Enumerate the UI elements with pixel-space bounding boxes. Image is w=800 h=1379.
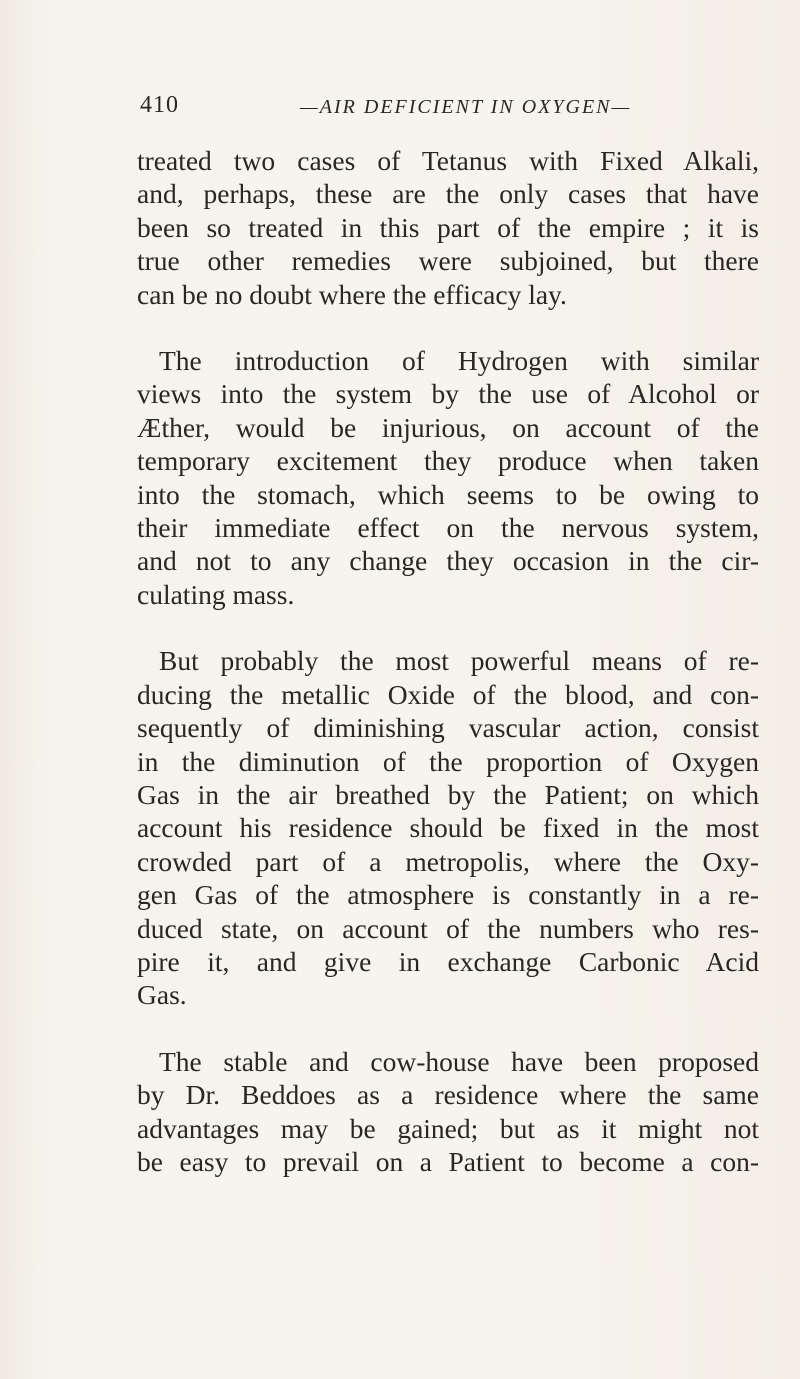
paragraph-2: [137, 344, 759, 611]
body-text: [137, 144, 759, 1211]
text-line: by Dr. Beddoes as a residence where the same: [137, 1079, 759, 1111]
paragraph-1: [137, 144, 759, 311]
text-line: But probably the most powerful means of re-: [159, 645, 759, 677]
text-line: in the diminution of the proportion of Oxygen: [137, 745, 759, 777]
text-line: Gas in the air breathed by the Patient; on which: [137, 778, 759, 810]
text-line: crowded part of a metropolis, where the Oxy-: [137, 845, 759, 877]
text-line: Æther, would be injurious, on account of the: [137, 411, 759, 443]
text-line: true other remedies were subjoined, but there: [137, 245, 759, 277]
text-line: ducing the metallic Oxide of the blood, and con-: [137, 678, 759, 710]
text-line: views into the system by the use of Alcohol or: [137, 378, 759, 410]
text-line: gen Gas of the atmosphere is constantly in a re-: [137, 879, 759, 911]
running-head: —AIR DEFICIENT IN OXYGEN—: [300, 96, 632, 118]
text-line: temporary excitement they produce when taken: [137, 445, 759, 477]
text-line: sequently of diminishing vascular action, consist: [137, 712, 759, 744]
text-line: account his residence should be fixed in the most: [137, 812, 759, 844]
text-line: into the stomach, which seems to be owing to: [137, 478, 759, 510]
text-line: pire it, and give in exchange Carbonic Acid: [137, 945, 759, 977]
text-line: duced state, on account of the numbers who res-: [137, 912, 759, 944]
text-line: be easy to prevail on a Patient to become a con-: [137, 1145, 759, 1177]
text-line: Gas.: [137, 979, 187, 1011]
text-line: and, perhaps, these are the only cases that have: [137, 178, 759, 210]
text-line: can be no doubt where the efficacy lay.: [137, 278, 567, 310]
paragraph-4: [137, 1045, 759, 1179]
page-number: 410: [140, 92, 179, 118]
text-line: advantages may be gained; but as it might not: [137, 1112, 759, 1144]
page-header: [140, 92, 700, 126]
text-line: The stable and cow-house have been proposed: [159, 1045, 759, 1077]
text-line: culating mass.: [137, 578, 295, 610]
text-line: The introduction of Hydrogen with similar: [159, 345, 759, 377]
paragraph-3: [137, 644, 759, 1011]
text-line: and not to any change they occasion in the cir-: [137, 545, 759, 577]
text-line: treated two cases of Tetanus with Fixed Alkali,: [137, 145, 759, 176]
text-line: been so treated in this part of the empire ; it is: [137, 211, 759, 243]
text-line: their immediate effect on the nervous system,: [137, 512, 759, 544]
